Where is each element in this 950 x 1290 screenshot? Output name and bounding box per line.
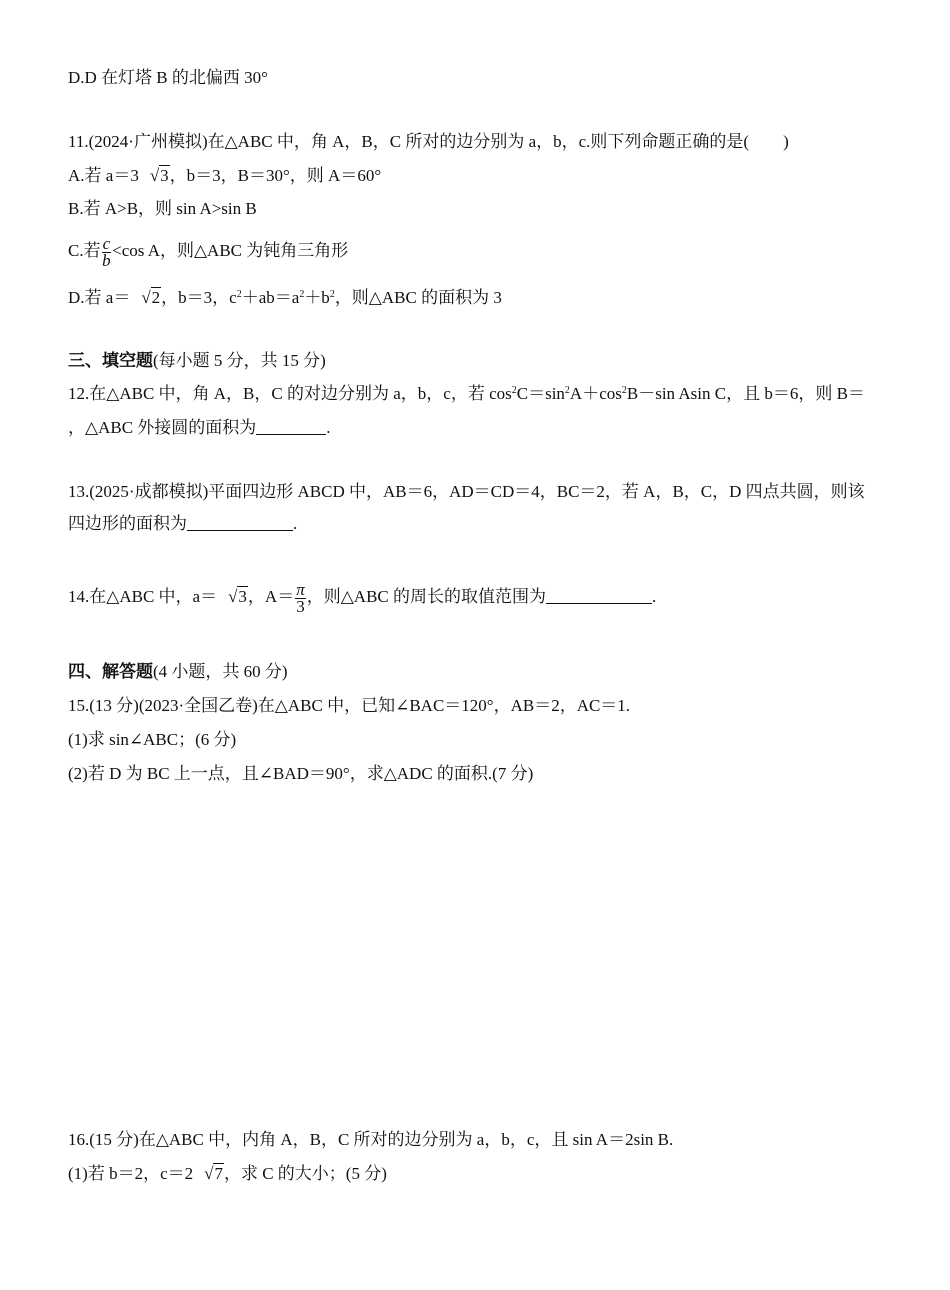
text: 12.在△ABC 中，角 A，B，C 的对边分别为 a，b，c，若 cos — [68, 384, 512, 403]
numerator: c — [102, 233, 111, 253]
text: (1)若 b＝2，c＝2 — [68, 1164, 194, 1183]
q14-line — [68, 575, 656, 619]
q16-part-1 — [68, 1163, 387, 1185]
q11-stem: 11.(2024·广州模拟)在△ABC 中，角 A，B，C 所对的边分别为 a，b，c.则下列命题正确的是( ) — [68, 132, 789, 151]
superscript: 2 — [329, 289, 335, 300]
option-d-prev: D.D 在灯塔 B 的北偏西 30° — [68, 68, 268, 87]
q12-line-2 — [68, 417, 331, 439]
text: . — [652, 587, 657, 606]
superscript: 2 — [236, 289, 242, 300]
radical: √3 — [228, 587, 247, 606]
q15-part-1: (1)求 sin∠ABC；(6 分) — [68, 730, 237, 749]
text: ，求 C 的大小；(5 分) — [223, 1164, 387, 1183]
radical: √3 — [149, 166, 169, 185]
radicand: 3 — [160, 166, 169, 185]
text: 四边形的面积为 — [68, 514, 187, 533]
text: 14.在△ABC 中，a＝ — [68, 587, 218, 606]
q16-stem: 16.(15 分)在△ABC 中，内角 A，B，C 所对的边分别为 a，b，c，且 sin A＝2sin B. — [68, 1130, 674, 1149]
denominator: b — [102, 250, 111, 270]
text: ，A＝ — [247, 587, 295, 606]
q11-option-b: B.若 A>B，则 sin A>sin B — [68, 199, 257, 218]
fraction — [102, 233, 112, 270]
radicand: 3 — [238, 587, 247, 606]
answer-blank[interactable] — [187, 514, 293, 531]
fraction — [295, 579, 306, 616]
q11-option-c — [68, 229, 348, 273]
superscript: 2 — [299, 289, 305, 300]
radical: √7 — [204, 1164, 223, 1183]
q15-stem: 15.(13 分)(2023·全国乙卷)在△ABC 中，已知∠BAC＝120°，AB＝2，AC＝1. — [68, 696, 631, 715]
section-title: 三、填空题 — [68, 351, 153, 370]
text: C.若 — [68, 241, 101, 260]
radicand: 7 — [214, 1164, 223, 1183]
text: <cos A，则△ABC 为钝角三角形 — [112, 241, 349, 260]
q11-option-d — [68, 287, 502, 309]
answer-blank[interactable] — [546, 587, 652, 604]
numerator: π — [296, 579, 305, 599]
text: ＋ab＝a — [241, 288, 300, 307]
q15-part-2: (2)若 D 为 BC 上一点，且∠BAD＝90°，求△ADC 的面积.(7 分) — [68, 764, 534, 783]
q13-line-1: 13.(2025·成都模拟)平面四边形 ABCD 中，AB＝6，AD＝CD＝4，BC＝2，若 A，B，C，D 四点共圆，则该 — [68, 482, 865, 501]
text: A.若 a＝3 — [68, 166, 139, 185]
text: . — [326, 418, 331, 437]
text: ，b＝3，c — [161, 288, 237, 307]
text: ，则△ABC 的周长的取值范围为 — [306, 587, 547, 606]
section-note: (4 小题，共 60 分) — [153, 662, 288, 681]
text: ，则△ABC 的面积为 3 — [334, 288, 502, 307]
text: ＋b — [304, 288, 330, 307]
text: ，△ABC 外接圆的面积为 — [68, 418, 257, 437]
radical: √2 — [141, 288, 161, 307]
text: C＝sin — [516, 384, 565, 403]
section-note: (每小题 5 分，共 15 分) — [153, 351, 326, 370]
answer-blank[interactable] — [256, 418, 326, 435]
text: D.若 a＝ — [68, 288, 131, 307]
q13-line-2 — [68, 513, 297, 535]
q11-option-a — [68, 165, 381, 187]
denominator: 3 — [296, 596, 305, 616]
section-4-heading — [68, 661, 288, 683]
text: . — [293, 514, 298, 533]
superscript: 2 — [621, 385, 627, 396]
superscript: 2 — [511, 385, 517, 396]
text: A＋cos — [569, 384, 622, 403]
text: ，b＝3，B＝30°，则 A＝60° — [169, 166, 382, 185]
text: B－sin Asin C，且 b＝6，则 B＝ — [626, 384, 865, 403]
superscript: 2 — [564, 385, 570, 396]
radicand: 2 — [151, 288, 161, 307]
section-3-heading — [68, 350, 326, 372]
q12-line-1 — [68, 383, 865, 405]
section-title: 四、解答题 — [68, 662, 153, 681]
